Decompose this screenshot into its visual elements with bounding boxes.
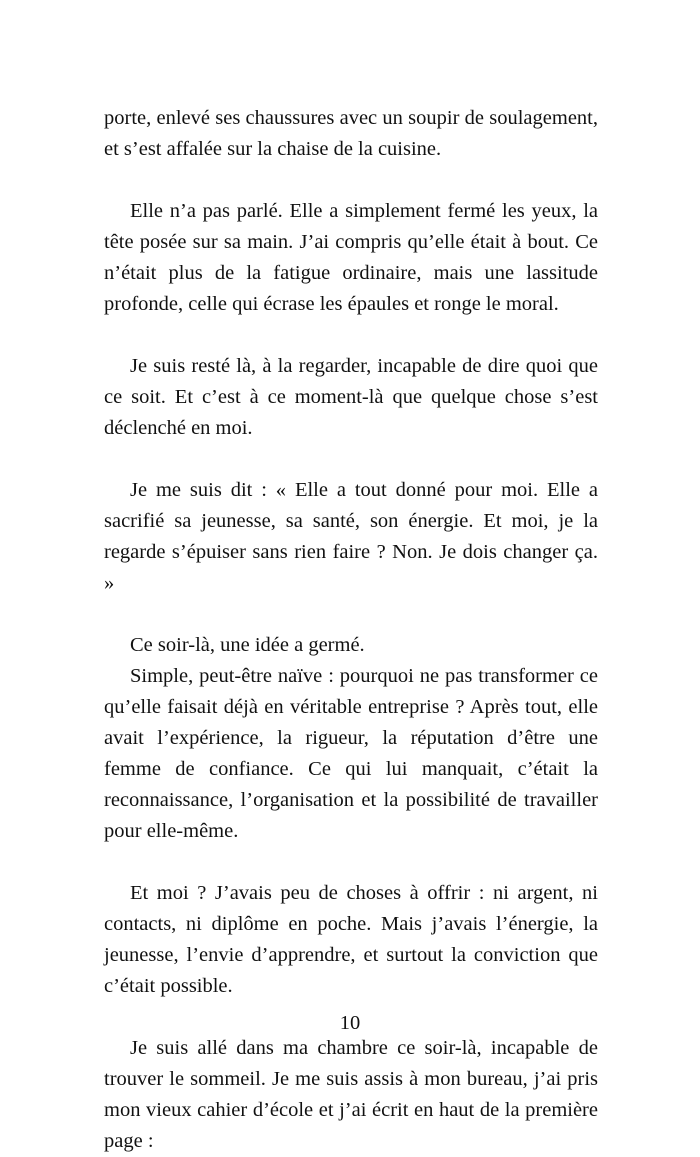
- paragraph: Ce soir-là, une idée a germé.: [130, 634, 365, 656]
- paragraph-continuation: porte, enlevé ses chaussures avec un soupir de soulagement, et s’est affalée sur la chaise de la cuisine.: [104, 107, 598, 160]
- paragraph-gap: [104, 599, 598, 630]
- paragraph: Et moi ? J’avais peu de choses à offrir : ni argent, ni contacts, ni diplôme en poche. Mais j’avais l’énergie, la jeunesse, l’envie d’apprendre, et surtout la conviction que c’était possible.: [104, 882, 598, 997]
- paragraph: Elle n’a pas parlé. Elle a simplement fermé les yeux, la tête posée sur sa main. J’ai compris qu’elle était à bout. Ce n’était plus de la fatigue ordinaire, mais une lassitude profonde, celle qui écrase les épaules et ronge le moral.: [104, 200, 598, 315]
- paragraph: Simple, peut-être naïve : pourquoi ne pas transformer ce qu’elle faisait déjà en véritable entreprise ? Après tout, elle avait l’expérience, la rigueur, la réputation d’être une femme de confiance. Ce qui lui manquait, c’était la reconnaissance, l’organisation et la possibilité de travailler pour elle-même.: [104, 665, 598, 842]
- paragraph: Je suis resté là, à la regarder, incapable de dire quoi que ce soit. Et c’est à ce moment-là que quelque chose s’est déclenché en moi.: [104, 355, 598, 439]
- paragraph-gap: [104, 320, 598, 351]
- paragraph-gap: [104, 444, 598, 475]
- paragraph-gap: [104, 165, 598, 196]
- body-text: [104, 103, 598, 1157]
- page-number: 10: [339, 1012, 361, 1034]
- paragraph-gap: [104, 847, 598, 878]
- paragraph: Je me suis dit : « Elle a tout donné pour moi. Elle a sacrifié sa jeunesse, sa santé, son énergie. Et moi, je la regarde s’épuiser sans rien faire ? Non. Je dois changer ça. »: [104, 479, 598, 594]
- paragraph: Je suis allé dans ma chambre ce soir-là, incapable de trouver le sommeil. Je me suis assis à mon bureau, j’ai pris mon vieux cahier d’école et j’ai écrit en haut de la première page :: [104, 1037, 598, 1152]
